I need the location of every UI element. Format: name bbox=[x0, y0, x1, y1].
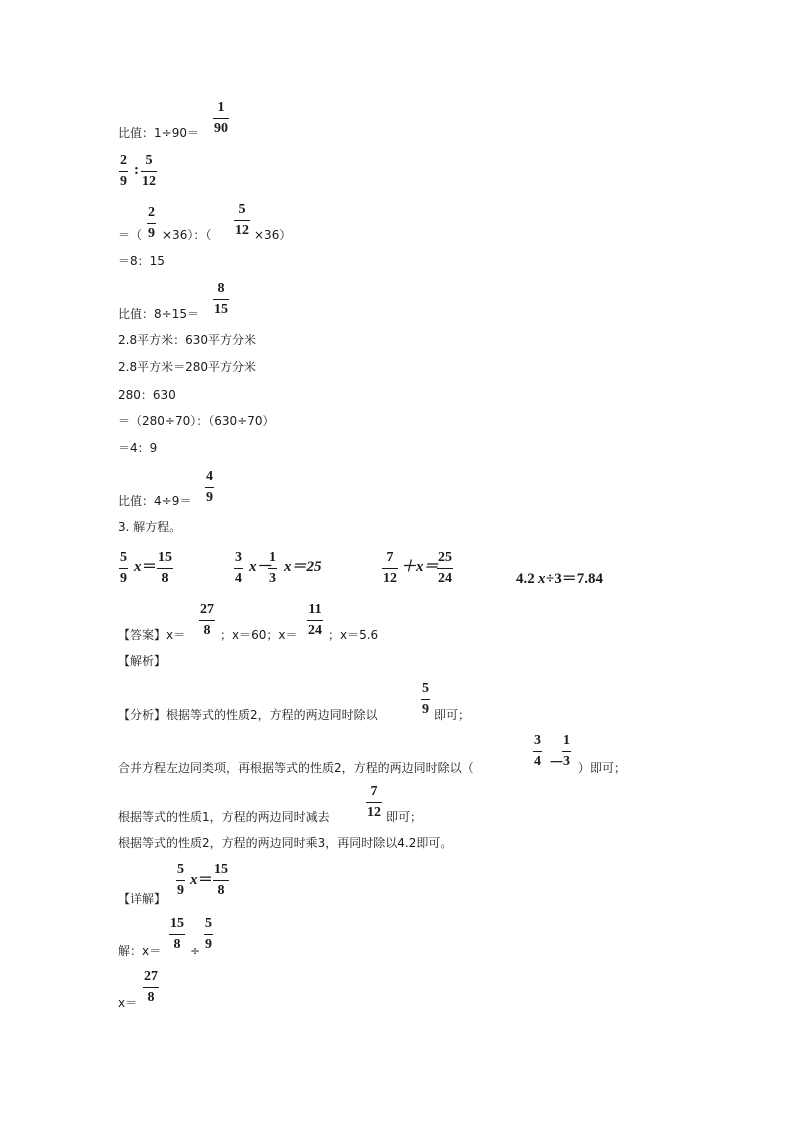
analysis-line2-text: 合并方程左边同类项，再根据等式的性质2，方程的两边同时除以（ bbox=[118, 761, 474, 775]
fenxi-fraction: 5 9 bbox=[422, 681, 429, 717]
analysis-line3-text: 根据等式的性质1，方程的两边同时减去 bbox=[118, 810, 330, 824]
ratio2-step1-a: 2 9 bbox=[148, 205, 155, 241]
ratio3-problem: 2.8平方米：630平方分米 bbox=[118, 333, 256, 347]
ratio3-line: ＝4：9 bbox=[118, 441, 158, 455]
eq2-fraction-b: 1 3 bbox=[269, 550, 276, 586]
ratio3-line: ＝（280÷70）：（630÷70） bbox=[118, 414, 275, 428]
eq2-fraction-a: 3 4 bbox=[235, 550, 242, 586]
ratio2-step1-end: ×36） bbox=[254, 228, 292, 242]
eq3-fraction-a: 7 12 bbox=[383, 550, 397, 586]
analysis-line3-fraction: 7 12 bbox=[367, 784, 381, 820]
detail-step2-label: x＝ bbox=[118, 996, 138, 1010]
eq2-tail: x＝25 bbox=[284, 559, 322, 575]
answer-fraction-3: 11 24 bbox=[308, 602, 322, 638]
ratio1-result-fraction: 1 90 bbox=[214, 100, 228, 136]
eq4-prefix: 4.2 bbox=[516, 571, 535, 587]
eq4-variable: x bbox=[538, 571, 546, 587]
ratio2-problem-b: 5 12 bbox=[142, 153, 156, 189]
detail-step1-label: 解：x＝ bbox=[118, 944, 162, 958]
analysis-line4: 根据等式的性质2，方程的两边同时乘3，再同时除以4.2即可。 bbox=[118, 836, 453, 850]
analysis-heading: 【解析】 bbox=[118, 654, 167, 668]
ratio2-problem-sep: : bbox=[134, 162, 139, 178]
detail-eq-equals: ＝ bbox=[198, 872, 214, 888]
analysis-line2-fraction-b: 1 3 bbox=[563, 733, 570, 769]
answer-label: 【答案】x＝ bbox=[118, 628, 186, 642]
ratio2-step1-open: ＝（ bbox=[118, 228, 143, 242]
eq4-suffix: ÷3＝7.84 bbox=[546, 571, 603, 587]
analysis-line3-end: 即可； bbox=[386, 810, 423, 824]
question-title: 3. 解方程。 bbox=[118, 520, 182, 534]
ratio2-result-fraction: 8 15 bbox=[214, 281, 228, 317]
ratio2-value-label: 比值：8÷15＝ bbox=[118, 307, 199, 321]
eq2-variable-minus: x－ bbox=[249, 559, 272, 575]
ratio3-line: 2.8平方米＝280平方分米 bbox=[118, 360, 256, 374]
analysis-line2-fraction-a: 3 4 bbox=[534, 733, 541, 769]
ratio3-value-label: 比值：4÷9＝ bbox=[118, 494, 192, 508]
eq1-variable: x bbox=[134, 559, 142, 575]
detail-step1-fraction-a: 15 8 bbox=[170, 916, 184, 952]
detail-eq-fraction-b: 15 8 bbox=[214, 862, 228, 898]
analysis-line2-minus: － bbox=[549, 755, 565, 771]
answer-fraction-1: 27 8 bbox=[200, 602, 214, 638]
eq1-equals: ＝ bbox=[142, 559, 158, 575]
detail-step2-fraction: 27 8 bbox=[144, 969, 158, 1005]
detail-eq-fraction-a: 5 9 bbox=[177, 862, 184, 898]
ratio1-value-label: 比值：1÷90＝ bbox=[118, 126, 199, 140]
eq3-plus-variable: ＋x＝ bbox=[401, 559, 439, 575]
detail-label: 【详解】 bbox=[118, 892, 167, 906]
analysis-line2-end: ）即可； bbox=[578, 761, 627, 775]
detail-step1-op: ÷ bbox=[190, 944, 201, 958]
answer-tail: ；x＝5.6 bbox=[328, 628, 379, 642]
eq1-fraction-a: 5 9 bbox=[120, 550, 127, 586]
fenxi-text: 【分析】根据等式的性质2，方程的两边同时除以 bbox=[118, 708, 378, 722]
detail-step1-fraction-b: 5 9 bbox=[205, 916, 212, 952]
fenxi-text-end: 即可； bbox=[434, 708, 471, 722]
ratio2-step2: ＝8：15 bbox=[118, 254, 165, 268]
eq1-fraction-b: 15 8 bbox=[158, 550, 172, 586]
ratio2-step1-b: 5 12 bbox=[235, 202, 249, 238]
ratio2-problem-a: 2 9 bbox=[120, 153, 127, 189]
detail-eq-variable: x bbox=[190, 872, 198, 888]
ratio2-step1-mid: ×36）：（ bbox=[162, 228, 212, 242]
ratio3-line: 280：630 bbox=[118, 388, 176, 402]
ratio3-result-fraction: 4 9 bbox=[206, 469, 213, 505]
answer-middle: ；x＝60；x＝ bbox=[220, 628, 298, 642]
eq3-fraction-b: 25 24 bbox=[438, 550, 452, 586]
